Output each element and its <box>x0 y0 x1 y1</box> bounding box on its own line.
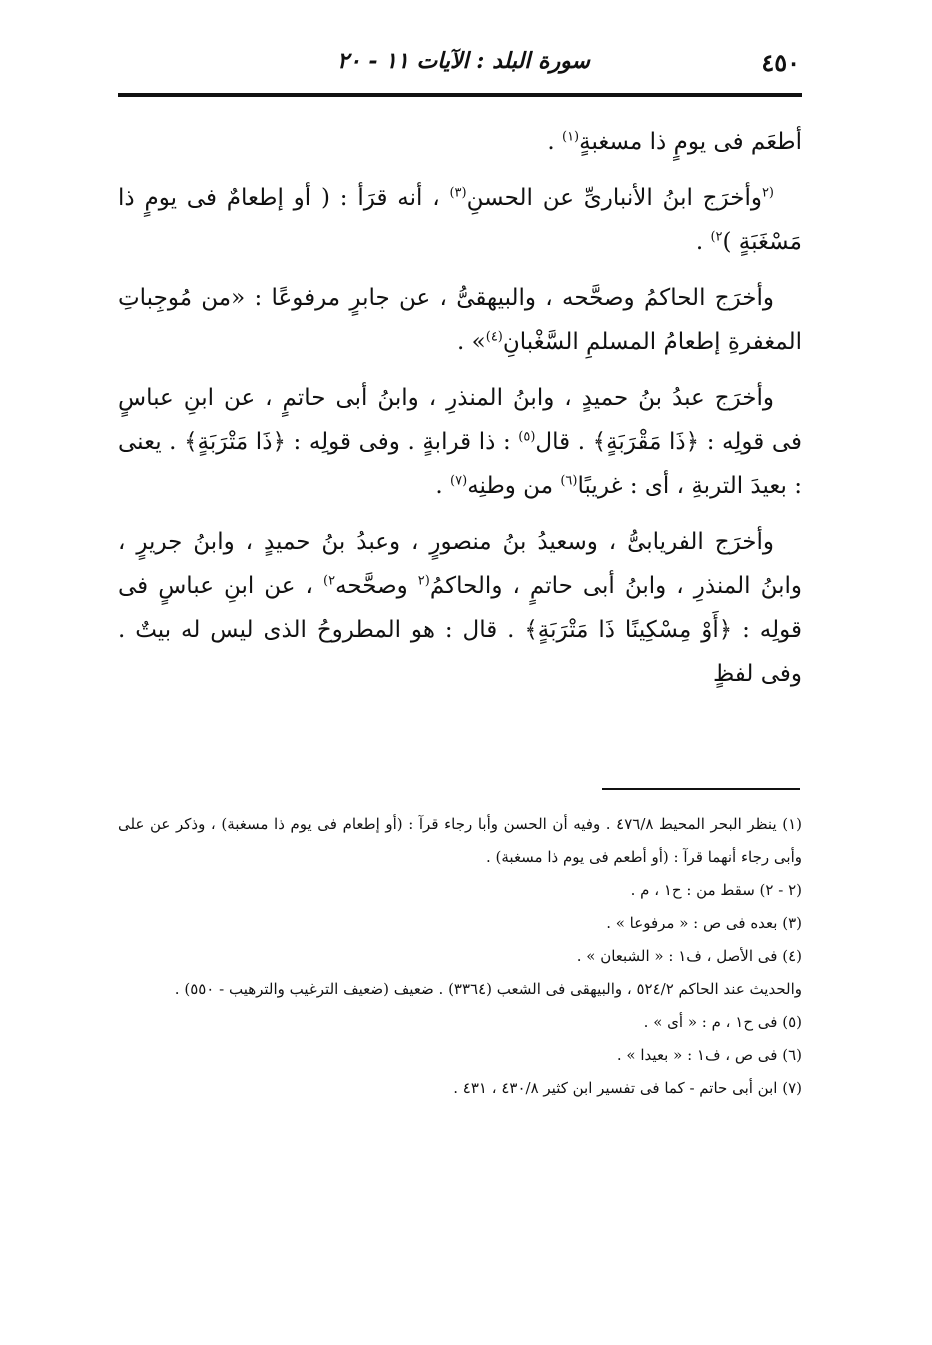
text-span: » . <box>457 329 486 355</box>
footnotes <box>118 808 802 1105</box>
text-span: وأخرَج الحاكمُ وصحَّحه ، والبيهقىُّ ، عن جابرٍ مرفوعًا : «من مُوجِباتِ المغفرةِ إطعامُ المسلمِ السَّغْبانِ <box>118 285 802 355</box>
text-span: أطعَم فى يومٍ ذا مسغبةٍ <box>579 129 802 155</box>
text-span: . <box>547 129 562 155</box>
footnote-ref: ٢) <box>323 573 336 589</box>
text-span: ، أنه قرَأ : ( أو إطعامٌ فى يومٍ ذا مَسْغَبَةٍ ) <box>118 185 802 255</box>
text-span: وأخرَج ابنُ الأنبارىِّ عن الحسنِ <box>466 185 762 211</box>
footnote-7: (٧) ابن أبى حاتم - كما فى تفسير ابن كثير ٤٣٠/٨ ، ٤٣١ . <box>453 1079 802 1097</box>
footnote-1: (١) ينظر البحر المحيط ٤٧٦/٨ . وفيه أن الحسن وأبا رجاء قرآ : (أو إطعام فى يوم ذا مسغبة) ، وذكر عن على وأبى رجاء أنهما قرآ : (أو أطعم فى يوم ذا مسغبة) . <box>118 815 802 866</box>
footnote-ref: (٣) <box>449 185 467 201</box>
footnote-3: (٣) بعده فى ص : « مرفوعا » . <box>606 914 802 932</box>
footnote-ref: (٤) <box>485 329 503 345</box>
paragraph-2 <box>118 176 802 264</box>
main-text <box>118 120 802 708</box>
paragraph-4 <box>118 376 802 508</box>
page-header <box>120 44 800 90</box>
footnote-rule <box>602 788 800 790</box>
text-span: . <box>435 473 451 499</box>
footnote-2: (٢ - ٢) سقط من : ح١ ، م . <box>630 881 802 899</box>
footnote-ref: (٧) <box>450 473 468 489</box>
footnote-5: (٥) فى ح١ ، م : « أى » . <box>643 1013 802 1031</box>
text-span: . <box>695 229 711 255</box>
footnote-ref: (٢ <box>761 185 774 201</box>
text-span: وأخرَج عبدُ بنُ حميدٍ ، وابنُ المنذرِ ، وابنُ أبى حاتمٍ ، عن ابنِ عباسٍ فى قولِه : ﴿ذَا مَقْرَبَةٍ﴾ . قال <box>118 385 802 455</box>
footnote-ref: ٢) <box>710 229 723 245</box>
paragraph-5 <box>118 520 802 696</box>
paragraph-1 <box>118 120 802 164</box>
footnote-ref: (٦) <box>560 473 578 489</box>
text-span: وصحَّحه <box>335 573 418 599</box>
header-rule <box>118 93 802 97</box>
footnote-6: (٦) فى ص ، ف١ : « بعيدا » . <box>616 1046 802 1064</box>
text-span: : ذا قرابةٍ . وفى قولِه : ﴿ذَا مَتْرَبَةٍ﴾ . يعنى : بعيدَ التربةِ ، أى : غريبًا <box>118 429 802 499</box>
paragraph-3 <box>118 276 802 364</box>
footnote-4-continuation: والحديث عند الحاكم ٥٢٤/٢ ، والبيهقى فى الشعب (٣٣٦٤) . ضعيف (ضعيف الترغيب والترهيب - ٥٥٠) . <box>174 980 802 998</box>
text-span: من وطنِه <box>467 473 561 499</box>
page-number: ٤٥٠ <box>761 48 800 77</box>
footnote-ref: (٢ <box>417 573 430 589</box>
footnote-ref: (٥) <box>518 429 536 445</box>
running-title: سورة البلد : الآيات ١١ - ٢٠ <box>337 48 590 74</box>
text-span: وأخرَج الفريابىُّ ، وسعيدُ بنُ منصورٍ ، وعبدُ بنُ حميدٍ ، وابنُ جريرٍ ، وابنُ المنذرِ ، وابنُ أبى حاتمٍ ، والحاكمُ <box>118 529 802 599</box>
footnote-ref: (١) <box>561 129 580 145</box>
text-span: ، عن ابنِ عباسٍ فى قولِه : ﴿أَوْ مِسْكِينًا ذَا مَتْرَبَةٍ﴾ . قال : هو المطروحُ الذى ليس له بيتٌ . وفى لفظٍ <box>118 573 802 687</box>
footnote-4: (٤) فى الأصل ، ف١ : « الشبعان » . <box>576 947 802 965</box>
